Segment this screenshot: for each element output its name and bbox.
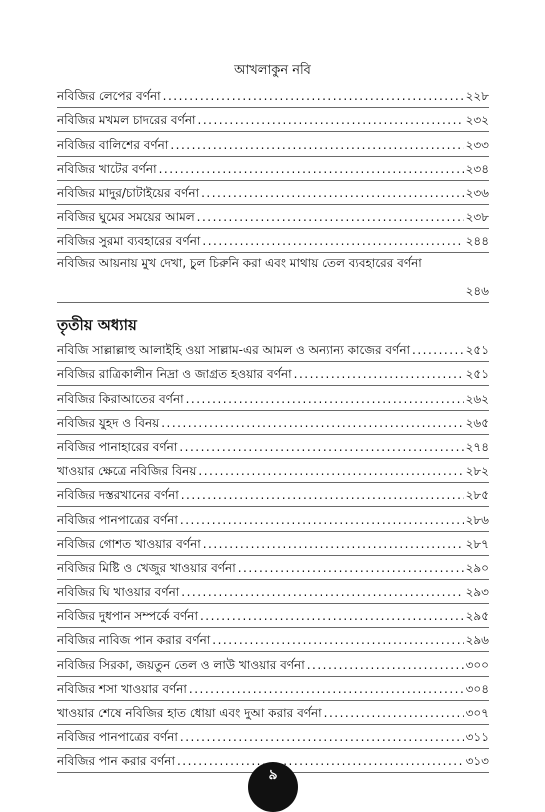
toc-entry[interactable] <box>57 362 489 386</box>
toc-entry[interactable] <box>57 338 489 362</box>
toc-entry-page: ২২৮ <box>465 89 489 104</box>
toc-entry[interactable] <box>57 132 489 156</box>
toc-entry-page: ২৯৬ <box>465 633 489 648</box>
toc-entry-page: ৩০০ <box>465 657 489 672</box>
toc-entry-wrapped[interactable] <box>57 253 489 303</box>
toc-entry-title: নবিজির কিরাআতের বর্ণনা <box>57 391 184 406</box>
toc-leader-dots <box>186 392 464 407</box>
toc-entry-title: নবিজির নাবিজ পান করার বর্ণনা <box>57 633 211 648</box>
toc-entry-title: নবিজির মখমল চাদরের বর্ণনা <box>57 113 196 128</box>
toc-entry-page: ২৩৬ <box>465 185 489 200</box>
toc-leader-dots <box>198 113 464 128</box>
toc-leader-dots <box>197 210 464 225</box>
toc-entry-page: ২৩৮ <box>465 210 489 225</box>
toc-entry-page: ২৪৪ <box>465 234 489 249</box>
toc-entry[interactable] <box>57 507 489 531</box>
toc-entry[interactable] <box>57 628 489 652</box>
toc-entry-title: নবিজির মাদুর/চাটাইয়ের বর্ণনা <box>57 185 200 200</box>
toc-entry-page: ২৮৬ <box>465 512 489 527</box>
toc-entry-page: ২৮৫ <box>465 488 489 503</box>
toc-entry-page: ২৪৬ <box>465 284 489 299</box>
toc-entry-title: নবিজির সিরকা, জয়তুন তেল ও লাউ খাওয়ার বর্ণনা <box>57 657 305 672</box>
toc-entry-title: নবিজির রাত্রিকালীন নিদ্রা ও জাগ্রত হওয়ার বর্ণনা <box>57 367 292 382</box>
toc-leader-dots <box>324 706 464 721</box>
toc-entry-title: নবিজির বালিশের বর্ণনা <box>57 137 169 152</box>
toc-leader-dots <box>181 585 463 600</box>
toc-leader-dots <box>181 488 464 503</box>
toc-entry-page: ২৯০ <box>465 560 489 575</box>
toc-entry-page: ৩১১ <box>465 730 489 745</box>
toc-entry-title: খাওয়ার ক্ষেত্রে নবিজির বিনয় <box>57 464 197 479</box>
page-number-tab <box>248 762 298 812</box>
toc-leader-dots <box>307 658 464 673</box>
toc-leader-dots <box>179 440 463 455</box>
toc-entry-title: নবিজির পানপাত্রের বর্ণনা <box>57 730 178 745</box>
toc-leader-dots <box>189 682 464 697</box>
toc-entry-page: ২৫১ <box>465 367 489 382</box>
toc-entry-title: নবিজি সাল্লাল্লাহু আলাইহি ওয়া সাল্লাম-এর আমল ও অন্যান্য কাজের বর্ণনা <box>57 343 411 358</box>
toc-entry[interactable] <box>57 701 489 725</box>
toc-entry[interactable] <box>57 556 489 580</box>
toc-entry-title: খাওয়ার শেষে নবিজির হাত ধোয়া এবং দুআ করার বর্ণনা <box>57 706 322 720</box>
toc-entry-title: নবিজির পান করার বর্ণনা <box>57 754 175 769</box>
toc-entry-title: নবিজির পানাহারের বর্ণনা <box>57 439 178 454</box>
toc-entry[interactable] <box>57 483 489 507</box>
toc-entry-title: নবিজির গোশত খাওয়ার বর্ণনা <box>57 536 201 551</box>
toc-entry-page: ২৫১ <box>465 343 489 358</box>
toc-entry[interactable] <box>57 435 489 459</box>
toc-entry-page: ২৯৩ <box>465 585 489 600</box>
page-number: ৯ <box>268 767 278 783</box>
toc-leader-dots <box>161 416 463 431</box>
toc-entry[interactable] <box>57 532 489 556</box>
toc-leader-dots <box>201 186 464 201</box>
toc-leader-dots <box>159 162 464 177</box>
toc-entry-page: ৩০৭ <box>465 706 489 720</box>
toc-entry[interactable] <box>57 459 489 483</box>
running-head: আখলাকুন নবি <box>234 63 311 78</box>
toc-entry-title: নবিজির পানপাত্রের বর্ণনা <box>57 512 178 527</box>
toc-entry-title: নবিজির ঘুমের সময়ের আমল <box>57 210 195 225</box>
toc-leader-dots <box>238 561 464 576</box>
toc-leader-dots <box>294 367 464 382</box>
toc-list-part2 <box>57 338 489 773</box>
toc-entry[interactable] <box>57 725 489 749</box>
toc-leader-dots <box>200 609 464 624</box>
toc-entry[interactable] <box>57 181 489 205</box>
toc-entry-page: ২৯৫ <box>465 609 489 624</box>
toc-entry[interactable] <box>57 386 489 410</box>
toc-entry-page: ২৬৫ <box>465 415 489 430</box>
toc-entry[interactable] <box>57 157 489 181</box>
toc-entry-page: ২৩৪ <box>465 161 489 176</box>
toc-entry-page: ২৭৪ <box>465 439 489 454</box>
toc-entry-page: ২৮২ <box>465 464 489 479</box>
toc-leader-dots <box>163 89 464 104</box>
toc-leader-dots <box>212 633 463 648</box>
toc-leader-dots <box>170 138 463 153</box>
toc-entry[interactable] <box>57 108 489 132</box>
toc-leader-dots <box>412 343 464 358</box>
toc-entry-title: নবিজির আয়নায় মুখ দেখা, চুল চিরুনি করা এবং মাথায় তেল ব্যবহারের বর্ণনা <box>57 256 422 271</box>
toc-entry[interactable] <box>57 205 489 229</box>
toc-entry-page: ৩০৪ <box>465 681 489 696</box>
toc-entry-title: নবিজির ঘি খাওয়ার বর্ণনা <box>57 585 180 600</box>
toc-entry[interactable] <box>57 604 489 628</box>
toc-leader-dots <box>177 754 464 769</box>
toc-entry-title: নবিজির দুধপান সম্পর্কে বর্ণনা <box>57 609 198 624</box>
toc-entry-page: ২৩৩ <box>465 137 489 152</box>
toc-entry-title: নবিজির লেপের বর্ণনা <box>57 89 161 104</box>
toc-leader-dots <box>180 730 464 745</box>
toc-entry-page: ২৩২ <box>465 113 489 128</box>
toc-entry-title: নবিজির সুরমা ব্যবহারের বর্ণনা <box>57 234 201 249</box>
toc-leader-dots <box>198 464 463 479</box>
toc-entry-title: নবিজির যুহদ ও বিনয় <box>57 415 160 430</box>
chapter-heading: তৃতীয় অধ্যায় <box>57 316 137 334</box>
toc-leader-dots <box>203 537 464 552</box>
toc-entry[interactable] <box>57 84 489 108</box>
toc-entry[interactable] <box>57 652 489 676</box>
toc-leader-dots <box>202 234 463 249</box>
toc-entry[interactable] <box>57 677 489 701</box>
toc-entry-title: নবিজির দস্তরখানের বর্ণনা <box>57 488 179 503</box>
toc-leader-dots <box>180 513 464 528</box>
toc-entry-page: ২৮৭ <box>465 536 489 551</box>
toc-entry[interactable] <box>57 229 489 253</box>
toc-list-part1 <box>57 84 489 303</box>
toc-entry-title: নবিজির খাটের বর্ণনা <box>57 161 157 176</box>
toc-entry-title: নবিজির মিষ্টি ও খেজুর খাওয়ার বর্ণনা <box>57 560 236 575</box>
toc-entry[interactable] <box>57 580 489 604</box>
toc-entry-title: নবিজির শসা খাওয়ার বর্ণনা <box>57 681 187 696</box>
toc-entry-page: ৩১৩ <box>465 754 489 769</box>
toc-entry[interactable] <box>57 411 489 435</box>
toc-entry-page: ২৬২ <box>465 391 489 406</box>
